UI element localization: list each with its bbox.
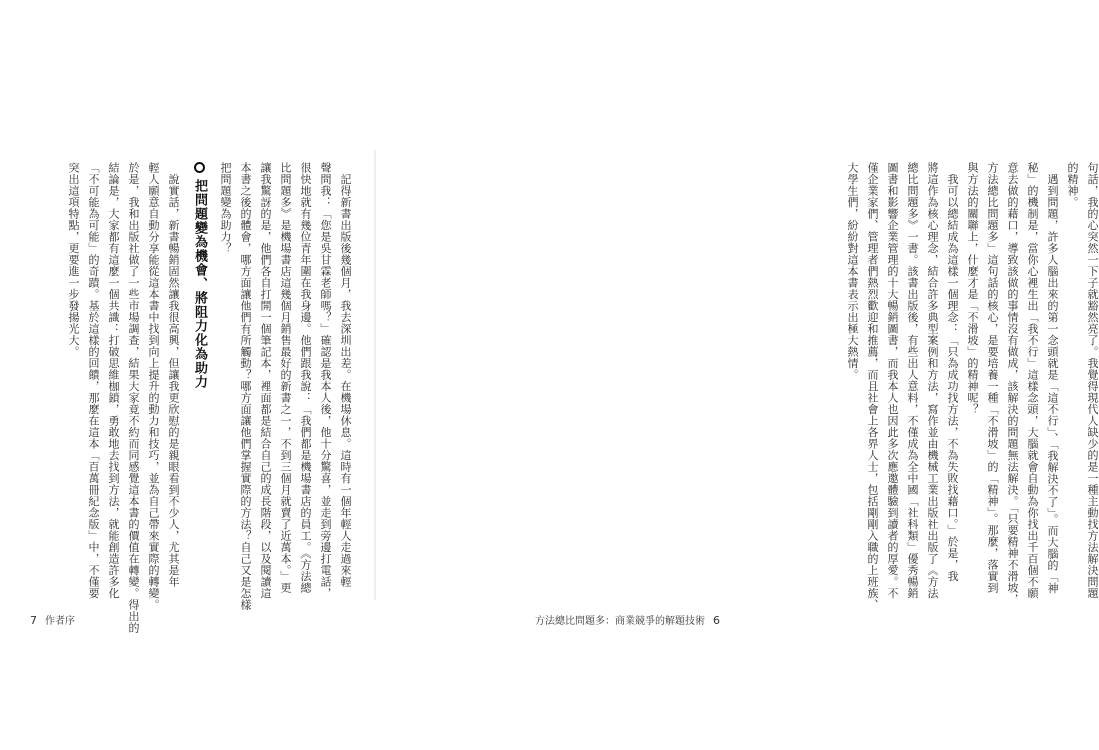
text-column: 「不可能為可能」的奇蹟。基於這樣的回饋，那麼在這本「百萬冊紀念版」中，不僅要	[87, 162, 100, 599]
text-column: 將這作為核心理念，結合許多典型案例和方法，寫作並由機械工業出版社出版了《方法	[926, 162, 939, 599]
running-title: 作者序	[45, 616, 75, 627]
text-column: 的精神。	[1066, 162, 1079, 208]
text-column: 說實話，新書暢銷固然讓我很高興，但讓我更欣慰的是親眼看到不少人，尤其是年	[167, 162, 180, 588]
right-folio	[535, 612, 720, 627]
left-page	[0, 0, 375, 750]
text-column: 結論是，大家都有這麼一個共識：打破思維枷鎖，勇敢地去找到方法，就能創造許多化	[107, 162, 120, 599]
text-column: 記得新書出版後幾個月，我去深圳出差。在機場休息。這時有一個年輕人走過來輕	[339, 162, 352, 588]
text-column: 突出這項特點，更要進一步發揚光大。	[67, 162, 80, 358]
section-heading	[190, 162, 208, 562]
text-column: 圖書和影響企業管理的十大暢銷圖書，而我本人也因此多次應邀體驗到讀者的厚愛。不	[886, 162, 899, 599]
text-column: 本書之後的體會，哪方面讓他們有所觸動？哪方面讓他們掌握實際的方法？自己又是怎樣	[239, 162, 252, 611]
text-column: 句話，我的心突然一下子就豁然亮了。我覺得現代人缺少的是一種主動找方法解決問題	[1086, 162, 1099, 599]
text-column: 把問題變為助力？	[219, 162, 232, 254]
page-number: 7	[30, 614, 37, 627]
text-column: 意去做的藉口，導致該做的事情沒有做成，該解決的問題無法解決。「只要精神不滑坡，	[1006, 162, 1019, 605]
section-heading-text: 把問題變為機會、將阻力化為助力	[192, 179, 207, 389]
left-folio	[30, 612, 75, 627]
text-column: 讓我驚訝的是，他們各自打開一個筆記本，裡面都是結合自己的成長階段，以及閱讀這	[259, 162, 272, 599]
text-column: 很快地就有幾位青年圍在我身邊。他們跟我說：「我們都是機場書店的員工。《方法總	[299, 162, 312, 594]
text-column: 與方法的關聯上，什麼才是「不滑坡」的精神呢？	[966, 162, 979, 415]
circle-bullet-icon	[194, 162, 205, 173]
text-column: 我可以總結成為這樣一個理念：「只為成功找方法，不為失敗找藉口。」於是，我	[946, 162, 959, 582]
right-page-text	[773, 162, 1099, 611]
text-column: 輕人願意自動分享能從這本書中找到向上提升的動力和技巧，並為自己帶來實際的轉變。	[147, 162, 160, 611]
text-column: 方法總比問題多」這句話的核心，是要培養一種「不滑坡」的「精神」。那麼，落實到	[986, 162, 999, 594]
text-column: 秘」的機制是，當你心裡生出「我不行」這樣念頭，大腦就會自動為你找出千百個不願	[1026, 162, 1039, 599]
text-column: 於是，我和出版社做了一些市場調查，結果大家竟不約而同感覺這本書的價值在轉變。得出的	[127, 162, 140, 634]
right-page	[375, 0, 1099, 750]
text-column: 比問題多》是機場書店這幾個月銷售最好的新書之一，不到三個月就賣了近萬本。」更	[279, 162, 292, 594]
text-column: 遇到問題，許多人腦出來的第一念頭就是「這不行」、「我解決不了」。而大腦的「神	[1046, 162, 1059, 594]
running-title: 方法總比問題多：商業競爭的解題技術	[535, 616, 705, 627]
text-column: 僅企業家們、管理者們熱烈歡迎和推薦，而且社會上各界人士，包括剛剛入職的上班族、	[866, 162, 879, 611]
text-column: 大學生們，紛紛對這本書表示出極大熱情。	[846, 162, 859, 381]
text-column: 聲問我：「您是吳甘霖老師嗎？」確認是我本人後，他十分驚喜，並走到旁邊打電話，	[319, 162, 332, 599]
page-number: 6	[713, 614, 720, 627]
text-column: 總比問題多》一書。該書出版後，有些出人意料，不僅成為全中國「社科類」優秀暢銷	[906, 162, 919, 599]
